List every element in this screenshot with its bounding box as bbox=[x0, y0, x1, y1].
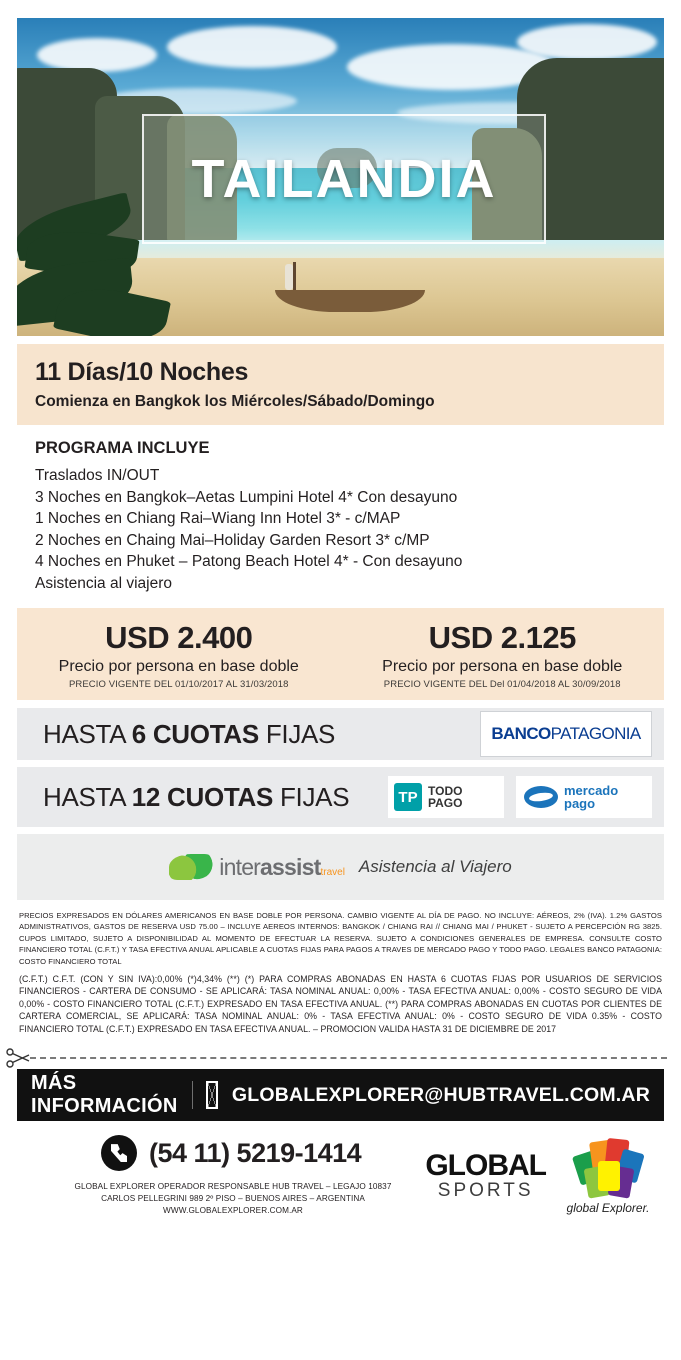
footer-legal-lines bbox=[23, 1181, 423, 1217]
hero-title-frame bbox=[142, 114, 546, 244]
global-explorer-script: global Explorer. bbox=[562, 1201, 654, 1215]
price-amount: USD 2.400 bbox=[17, 620, 341, 656]
list-item: 2 Noches en Chaing Mai–Holiday Garden Resort 3* c/MP bbox=[35, 530, 646, 552]
footer-line: CARLOS PELLEGRINI 989 2º PISO – BUENOS AIRES – ARGENTINA bbox=[43, 1193, 423, 1205]
cloud bbox=[167, 26, 337, 68]
program-list bbox=[35, 465, 646, 594]
mercado-pago-line1: mercado bbox=[564, 784, 618, 797]
envelope-icon bbox=[206, 1081, 218, 1109]
email-address[interactable]: GLOBALEXPLORER@HUBTRAVEL.COM.AR bbox=[232, 1084, 650, 1107]
price-block bbox=[17, 620, 341, 690]
list-item: 3 Noches en Bangkok–Aetas Lumpini Hotel 4* Con desayuno bbox=[35, 487, 646, 509]
cut-line bbox=[0, 1045, 681, 1069]
mercado-pago-logo bbox=[516, 776, 652, 818]
handshake-icon bbox=[524, 786, 558, 808]
price-subtitle: Precio por persona en base doble bbox=[17, 658, 341, 676]
leaf-icon bbox=[169, 854, 213, 880]
start-text: Comienza en Bangkok los Miércoles/Sábado/Domingo bbox=[35, 393, 646, 411]
program-title: PROGRAMA INCLUYE bbox=[35, 439, 646, 458]
contact-bar bbox=[17, 1069, 664, 1121]
more-info-label: MÁS INFORMACIÓN bbox=[31, 1072, 178, 1118]
program-section bbox=[17, 439, 664, 594]
list-item: 4 Noches en Phuket – Patong Beach Hotel 4* - Con desayuno bbox=[35, 551, 646, 573]
page-title: TAILANDIA bbox=[144, 116, 544, 242]
scissors-icon bbox=[6, 1047, 30, 1069]
mercado-pago-line2: pago bbox=[564, 797, 618, 810]
duration-text: 11 Días/10 Noches bbox=[35, 358, 646, 387]
todo-pago-line1: TODO bbox=[428, 785, 462, 797]
list-item: Traslados IN/OUT bbox=[35, 465, 646, 487]
flyer-page bbox=[0, 18, 681, 1360]
interassist-logo bbox=[169, 854, 345, 881]
price-amount: USD 2.125 bbox=[341, 620, 665, 656]
global-sports-line2: SPORTS bbox=[425, 1181, 546, 1200]
person bbox=[285, 264, 293, 290]
footer-line[interactable]: WWW.GLOBALEXPLORER.COM.AR bbox=[43, 1205, 423, 1217]
global-explorer-logo bbox=[562, 1135, 654, 1215]
legal-big: (C.F.T.) C.F.T. (CON Y SIN IVA):0,00% (*)4,34% (**) (*) PARA COMPRAS ABONADAS EN HASTA 6 CUOTAS FIJAS POR USUARIOS DE SERVICIOS FINANCIEROS - CARTERA DE CONSUMO - SE APLICARÁ: TASA NOMINAL ANUAL: 0,00% - TASA EFECTIVA ANUAL: 0,00% - COSTO SEGURO DE VIDA 0,00% - COSTO FINANCIERO TOTAL (C.F.T.) EXPRESADO EN TASA EFECTIVA ANUAL. (**) PARA COMPRAS ABONADAS EN CUOTAS POR CLIENTES DE CARTERA COMERCIAL, SE APLICARÁ: TASA NOMINAL ANUAL: 0% - TASA EFECTIVA ANUAL: 0% - COSTO SEGURO DE VIDA 0.35% - COSTO FINANCIERO TOTAL (C.F.T.) EXPRESADO EN TASA EFECTIVA ANUAL. – PROMOCION VALIDA HASTA 31 DE DICIEMBRE DE 2017 bbox=[19, 973, 662, 1035]
assistance-label: Asistencia al Viajero bbox=[359, 857, 512, 877]
hero-image bbox=[17, 18, 664, 336]
banco-patagonia-logo bbox=[480, 711, 652, 757]
todo-pago-badge: TP bbox=[394, 783, 422, 811]
interassist-assist: assist bbox=[260, 854, 320, 880]
phone-icon bbox=[101, 1135, 137, 1171]
footer bbox=[17, 1121, 664, 1233]
installments-6-band bbox=[17, 708, 664, 760]
footer-line: GLOBAL EXPLORER OPERADOR RESPONSABLE HUB TRAVEL – LEGAJO 10837 bbox=[43, 1181, 423, 1193]
bank-name-part1: BANCO bbox=[491, 724, 550, 743]
installments-highlight: 6 CUOTAS bbox=[132, 719, 259, 749]
duration-band bbox=[17, 344, 664, 425]
price-validity: PRECIO VIGENTE DEL Del 01/04/2018 AL 30/09/2018 bbox=[341, 679, 665, 690]
price-block bbox=[341, 620, 665, 690]
installments-12-text bbox=[29, 782, 388, 813]
global-sports-line1: GLOBAL bbox=[425, 1151, 546, 1181]
installments-6-text bbox=[29, 719, 480, 750]
installments-highlight: 12 CUOTAS bbox=[132, 782, 273, 812]
interassist-inter: inter bbox=[219, 854, 260, 880]
legal-section bbox=[17, 910, 664, 1035]
phone-number[interactable]: (54 11) 5219-1414 bbox=[149, 1138, 361, 1169]
installments-12-band bbox=[17, 767, 664, 827]
cloud bbox=[37, 38, 157, 72]
price-validity: PRECIO VIGENTE DEL 01/10/2017 AL 31/03/2018 bbox=[17, 679, 341, 690]
phone-row bbox=[23, 1135, 423, 1171]
installments-prefix: HASTA bbox=[43, 719, 132, 749]
list-item: Asistencia al viajero bbox=[35, 573, 646, 595]
installments-suffix: FIJAS bbox=[259, 719, 335, 749]
todo-pago-logo bbox=[388, 776, 504, 818]
price-band bbox=[17, 608, 664, 700]
global-sports-logo bbox=[425, 1151, 546, 1200]
todo-pago-line2: PAGO bbox=[428, 797, 462, 809]
assistance-band bbox=[17, 834, 664, 900]
boat-mast bbox=[293, 262, 296, 292]
installments-prefix: HASTA bbox=[43, 782, 132, 812]
installments-suffix: FIJAS bbox=[273, 782, 349, 812]
legal-small: PRECIOS EXPRESADOS EN DÓLARES AMERICANOS EN BASE DOBLE POR PERSONA. CAMBIO VIGENTE AL DÍA DE PAGO. NO INCLUYE: AÉREOS, 2% (IVA). 1.2% GASTOS ADMINISTRATIVOS, GASTOS DE RESERVA USD 75.00 – INCLUYE AEREOS INTERNOS: BANGKOK / CHIANG RAI // CHIANG MAI / PHUKET - SUJETO A PERCEPCIÓN RG 3825. CUPOS LIMITADO, SUJETO A DISPONIBILIDAD AL MOMENTO DE EFECTUAR LA RESERVA. SUJETO A CONDICIONES GENERALES DE EMPRESA. CONSULTE COSTO FINANCIERO TOTAL (C.F.T.) Y TASA EFECTIVA ANUAL APLICABLE A CUOTAS FIJAS PARA PAGOS A TRAVES DE MERCADO PAGO Y TODO PAGO. LEGALES BANCO PATAGONIA: COSTO FINANCIERO TOTAL bbox=[19, 910, 662, 967]
price-subtitle: Precio por persona en base doble bbox=[341, 658, 665, 676]
list-item: 1 Noches en Chiang Rai–Wiang Inn Hotel 3* - c/MAP bbox=[35, 508, 646, 530]
interassist-travel: travel bbox=[320, 867, 344, 878]
dashed-rule bbox=[30, 1057, 667, 1059]
bank-name-part2: PATAGONIA bbox=[551, 724, 641, 743]
explorer-mark-icon bbox=[572, 1135, 644, 1199]
cloud bbox=[517, 24, 657, 60]
